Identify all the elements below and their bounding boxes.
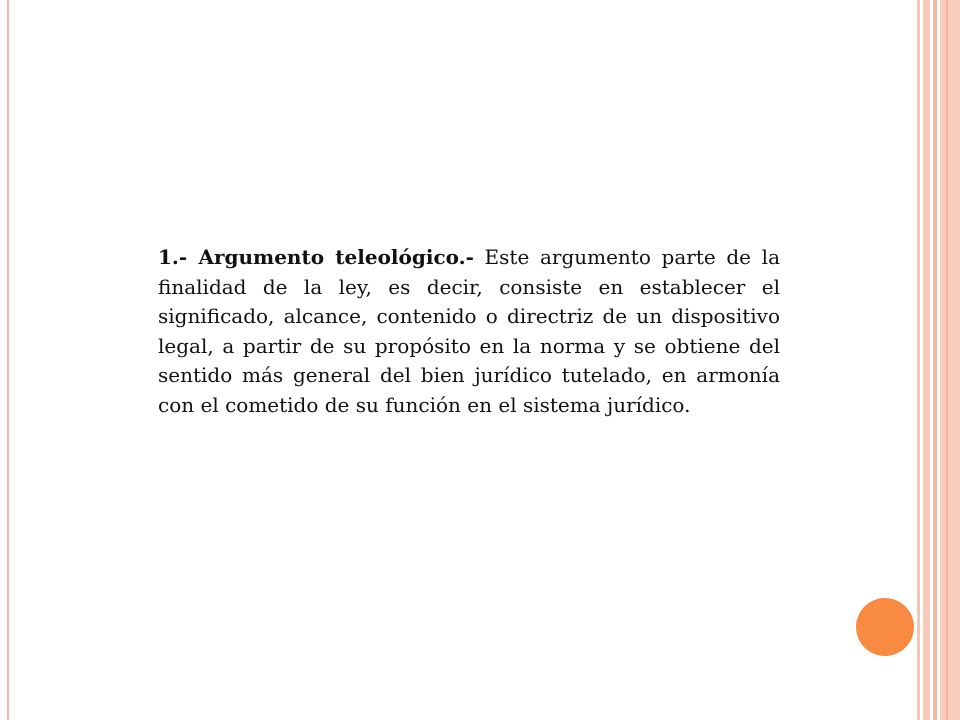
paragraph-lead: 1.- Argumento teleológico.-: [158, 245, 474, 269]
decorative-stripe: [933, 0, 937, 720]
left-frame-line: [7, 0, 9, 720]
decorative-stripe: [946, 0, 948, 720]
decorative-stripe: [923, 0, 930, 720]
paragraph-body: Este argumento parte de la finalidad de la ley, es decir, consiste en establecer el significado, alcance, contenido o directriz de un dispositivo legal, a partir de su propósito en la norma y se obtiene del sentido más general del bien jurídico tutelado, en armonía con el cometido de su función en el sistema jurídico.: [158, 245, 781, 417]
body-paragraph: [158, 243, 780, 420]
accent-circle: [856, 598, 914, 656]
decorative-stripe: [917, 0, 920, 720]
decorative-stripe: [940, 0, 960, 720]
